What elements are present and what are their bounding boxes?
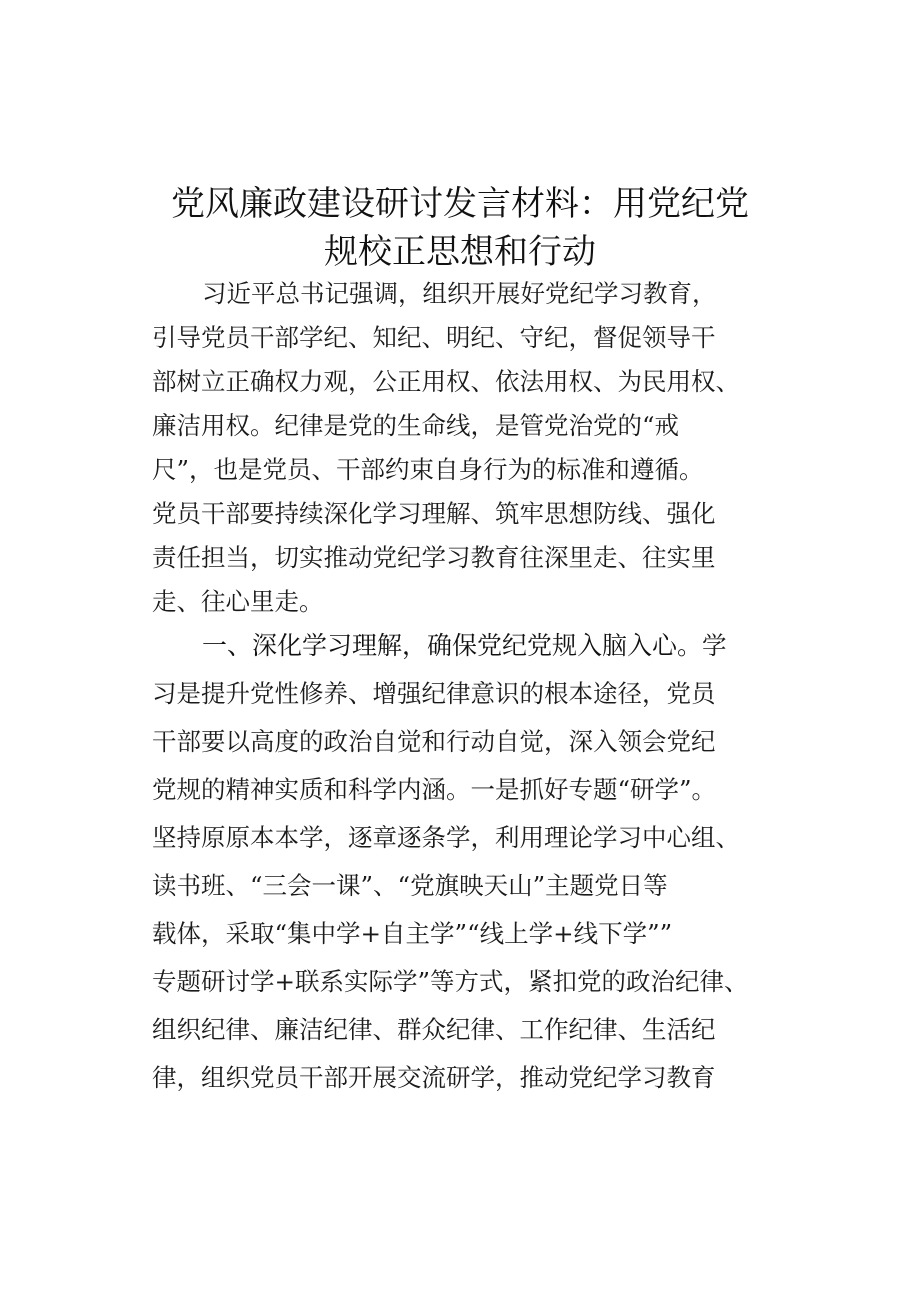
- paragraph-line: 坚持原原本本学，逐章逐条学，利用理论学习中心组、: [152, 823, 740, 852]
- section-heading: 一、深化学习理解，确保党纪党规入脑入心。: [202, 631, 703, 660]
- title-line-2: 规校正思想和行动: [324, 232, 596, 272]
- title-line-1: 党风廉政建设研讨发言材料：用党纪党: [171, 184, 749, 224]
- paragraph-line: 党员干部要持续深化学习理解、筑牢思想防线、强化: [152, 499, 716, 528]
- paragraph-line: 组织纪律、廉洁纪律、群众纪律、工作纪律、生活纪: [152, 1015, 716, 1044]
- paragraph-first-line: [152, 622, 782, 670]
- paragraph-line: 读书班、“三会一课”、“党旗映天山”主题党日等: [152, 871, 668, 900]
- paragraph-line: 习是提升党性修养、增强纪律意识的根本途径，党员: [152, 679, 716, 708]
- paragraph-line: 干部要以高度的政治自觉和行动自觉，深入领会党纪: [152, 727, 716, 756]
- paragraph-line: 廉洁用权。纪律是党的生命线，是管党治党的“戒: [152, 411, 680, 440]
- paragraph-line: 专题研讨学+联系实际学”等方式，紧扣党的政治纪律、: [152, 967, 749, 996]
- paragraph-intro: [152, 272, 782, 624]
- paragraph-line: 律，组织党员干部开展交流研学，推动党纪学习教育: [152, 1063, 716, 1092]
- paragraph-section-one: [152, 622, 782, 1102]
- paragraph-line: 责任担当，切实推动党纪学习教育往深里走、往实里: [152, 543, 716, 572]
- paragraph-line: 引导党员干部学纪、知纪、明纪、守纪，督促领导干: [152, 323, 716, 352]
- paragraph-line: 载体，采取“集中学+自主学”“线上学+线下学””: [152, 919, 673, 948]
- paragraph-line: 习近平总书记强调，组织开展好党纪学习教育，: [202, 279, 717, 308]
- paragraph-line: 党规的精神实质和科学内涵。一是抓好专题“研学”。: [152, 775, 717, 804]
- paragraph-line: 部树立正确权力观，公正用权、依法用权、为民用权、: [152, 367, 740, 396]
- paragraph-line: 走、往心里走。: [152, 587, 324, 616]
- document-title: [150, 180, 770, 276]
- section-heading-continuation: 学: [702, 631, 727, 660]
- paragraph-line: 尺”，也是党员、干部约束自身行为的标准和遵循。: [152, 455, 704, 484]
